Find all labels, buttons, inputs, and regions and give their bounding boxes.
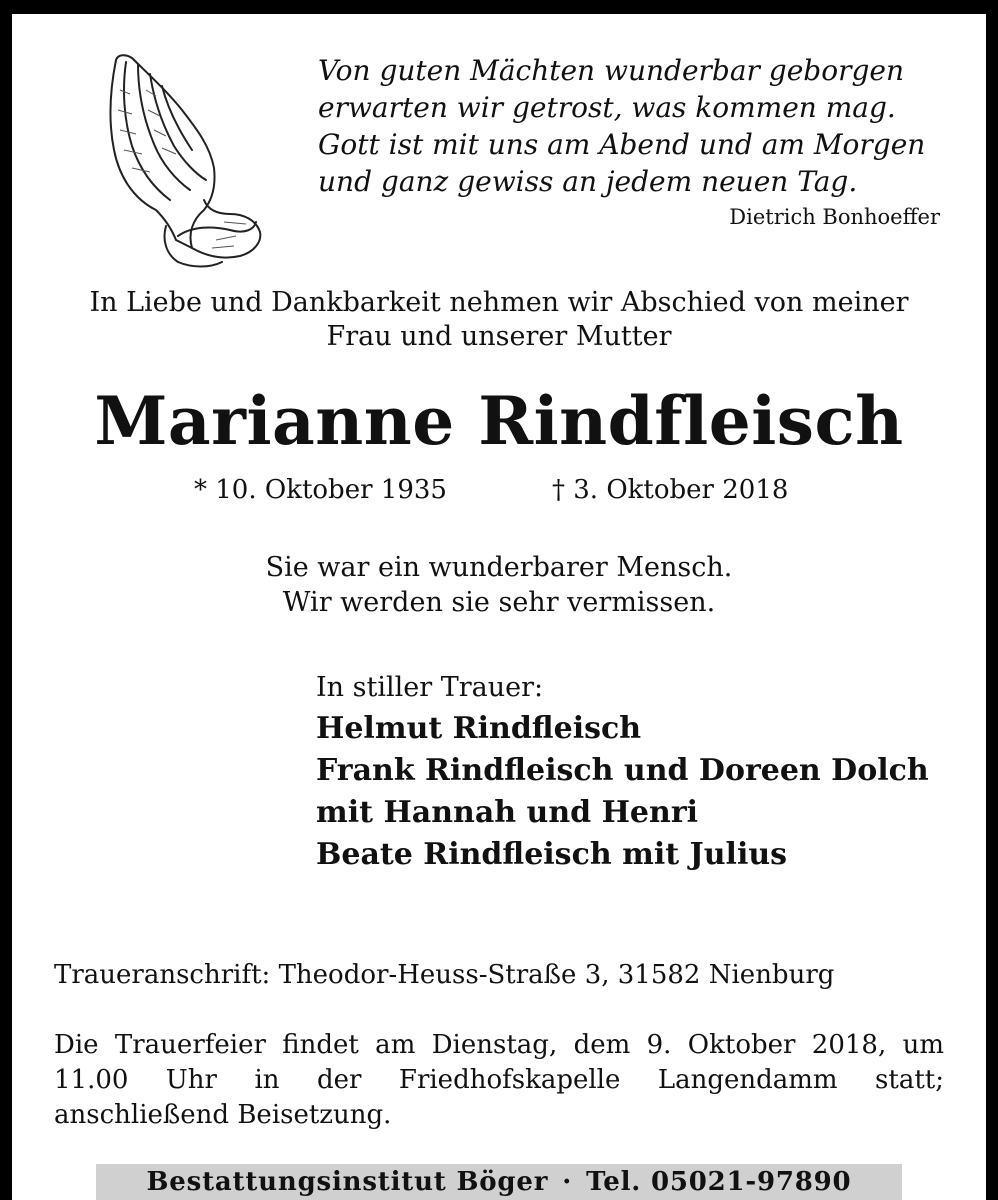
mourners-label: In stiller Trauer: [316, 672, 544, 703]
funeral-home-footer [96, 1164, 902, 1200]
mourner-name: Helmut Rindfleisch [316, 711, 642, 746]
birth-date: * 10. Oktober 1935 [194, 475, 447, 505]
ceremony-info: Die Trauerfeier findet am Dienstag, dem 9. Oktober 2018, um 11.00 Uhr in der Friedhofskapelle Langendamm statt; anschließend Beisetzung. [54, 1030, 944, 1130]
funeral-home-name: Bestattungsinstitut Böger [146, 1167, 549, 1197]
funeral-home-phone: Tel. 05021-97890 [586, 1167, 852, 1197]
mourner-name: mit Hannah und Henri [316, 795, 699, 830]
mourners-list [316, 670, 956, 876]
footer-separator: · [562, 1167, 573, 1197]
poem-author: Dietrich Bonhoeffer [729, 205, 940, 229]
praying-hands-icon [96, 50, 272, 270]
poem-line: Gott ist mit uns am Abend und am Morgen [318, 128, 926, 161]
poem-line: und ganz gewiss an jedem neuen Tag. [318, 165, 858, 198]
deceased-name: Marianne Rindfleisch [94, 382, 904, 460]
mourner-name: Beate Rindfleisch mit Julius [316, 837, 788, 872]
death-date: † 3. Oktober 2018 [552, 475, 789, 505]
tribute-line: Wir werden sie sehr vermissen. [282, 587, 716, 618]
mourning-address: Traueranschrift: Theodor-Heuss-Straße 3, 31582 Nienburg [54, 960, 835, 990]
intro-text [42, 286, 956, 354]
obituary-notice [12, 14, 986, 1200]
tribute-line: Sie war ein wunderbarer Mensch. [265, 552, 733, 583]
poem-quote [318, 52, 968, 200]
tribute-text [42, 550, 956, 620]
poem-line: erwarten wir getrost, was kommen mag. [318, 91, 896, 124]
poem-line: Von guten Mächten wunderbar geborgen [318, 54, 904, 87]
mourner-name: Frank Rindfleisch und Doreen Dolch [316, 753, 929, 788]
intro-line: In Liebe und Dankbarkeit nehmen wir Abschied von meiner [89, 287, 909, 318]
intro-line: Frau und unserer Mutter [326, 321, 672, 352]
